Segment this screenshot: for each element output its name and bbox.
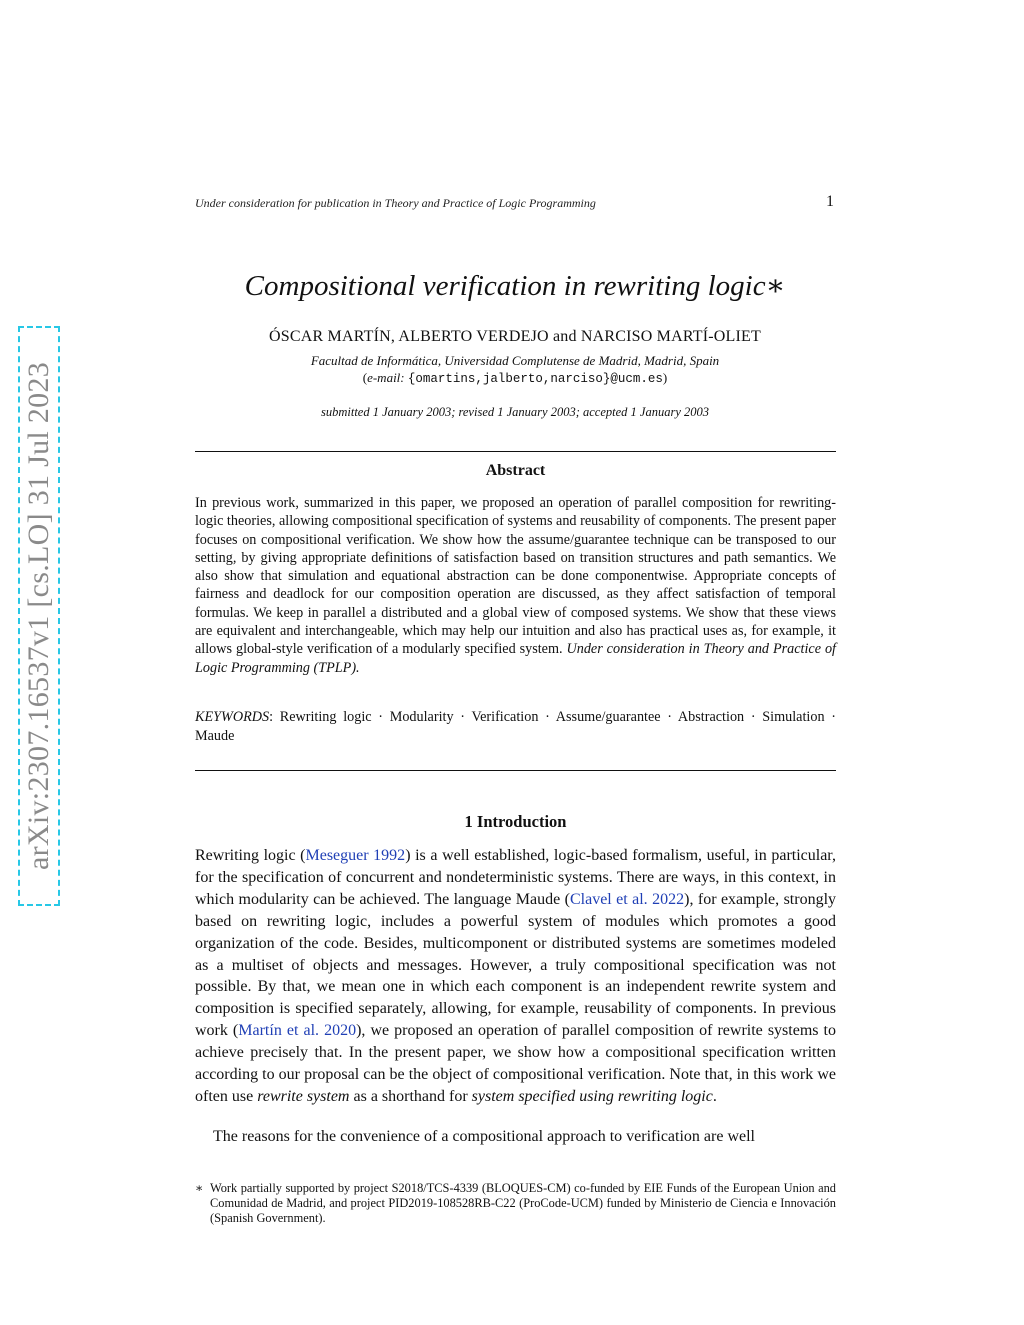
footnote-text: Work partially supported by project S2018/TCS-4339 (BLOQUES-CM) co-funded by EIE Funds of the European Union and Comunidad de Madrid, and project PID2019-108528RB-C22 (ProCode-UCM) funded by Ministerio de Ciencia e Innovación (Spanish Government). bbox=[210, 1181, 836, 1225]
email-close-paren: ) bbox=[662, 370, 668, 385]
abstract-top-rule bbox=[195, 451, 836, 452]
abstract-heading: Abstract bbox=[485, 462, 546, 479]
keywords-label: KEYWORDS bbox=[195, 709, 270, 725]
submission-dates: submitted 1 January 2003; revised 1 January 2003; accepted 1 January 2003 bbox=[321, 405, 709, 419]
intro-emphasis: rewrite system bbox=[257, 1087, 350, 1105]
abstract-body bbox=[195, 494, 836, 677]
intro-text: Rewriting logic ( bbox=[195, 847, 306, 864]
email-open-paren: ( bbox=[362, 370, 368, 385]
running-head: Under consideration for publication in Theory and Practice of Logic Programming bbox=[195, 196, 596, 210]
intro-text: ), for example, strongly based on rewriting logic, includes a powerful system of modules which promotes a good organization of the code. Besides, multicomponent or distributed systems are sometimes modeled as a multiset of objects and messages. However, a truly compositional specification was not possible. By that, we mean one in which each component is an independent rewrite system and composition is specified separately, allowing, for example, reusability of components. In previous work ( bbox=[195, 890, 837, 1040]
abstract-bottom-rule bbox=[195, 770, 836, 771]
email-address: {omartins,jalberto,narciso}@ucm.es bbox=[407, 372, 663, 386]
title-text: Compositional verification in rewriting logic bbox=[244, 270, 766, 302]
intro-text: ) is a well established, logic-based formalism, useful, in particular, for the specification of concurrent and nondeterministic systems. There are ways, in this context, in which modularity can be achieved. The language Maude ( bbox=[195, 847, 836, 908]
intro-paragraph-2: The reasons for the convenience of a compositional approach to verification are well bbox=[213, 1128, 755, 1145]
intro-text: . bbox=[712, 1087, 717, 1105]
intro-text: as a shorthand for bbox=[349, 1087, 472, 1105]
email-label: e-mail: bbox=[367, 370, 405, 385]
intro-paragraph-1 bbox=[195, 845, 836, 1108]
citation-link-meseguer-1992[interactable]: Meseguer 1992 bbox=[305, 847, 406, 864]
intro-emphasis: system specified using rewriting logic bbox=[471, 1087, 713, 1105]
footnote-mark: ∗ bbox=[195, 1181, 204, 1195]
abstract-consideration-note: Under consideration in Theory and Practice of Logic Programming (TPLP). bbox=[195, 641, 836, 676]
title-footnote-mark: ∗ bbox=[765, 270, 786, 302]
footnote bbox=[195, 1181, 836, 1226]
authors: ÓSCAR MARTÍN, ALBERTO VERDEJO and NARCISO MARTÍ-OLIET bbox=[268, 328, 762, 345]
email-line bbox=[0, 370, 1024, 386]
affiliation: Facultad de Informática, Universidad Complutense de Madrid, Madrid, Spain bbox=[310, 353, 720, 368]
citation-link-martin-2020[interactable]: Martín et al. 2020 bbox=[238, 1022, 357, 1040]
page-number: 1 bbox=[826, 193, 834, 210]
section-heading-introduction: 1 Introduction bbox=[464, 812, 567, 831]
paper-title bbox=[0, 268, 1024, 303]
keywords-list: Rewriting logic · Modularity · Verification · Assume/guarantee · Abstraction · Simulation · Maude bbox=[195, 709, 836, 744]
intro-text: ), we proposed an operation of parallel composition of rewrite systems to achieve precisely that. In the present paper, we show how a compositional specification written according to our proposal can be the object of compositional verification. Note that, in this work we often use bbox=[195, 1022, 836, 1105]
arxiv-identifier: arXiv:2307.16537v1 [cs.LO] 31 Jul 2023 bbox=[22, 361, 55, 871]
keywords: KEYWORDS: Rewriting logic · Modularity · Verification · Assume/guarantee · Abstraction · Simulation · Maude bbox=[195, 709, 836, 744]
citation-link-clavel-2022[interactable]: Clavel et al. 2022 bbox=[569, 890, 685, 908]
abstract-text: In previous work, summarized in this paper, we proposed an operation of parallel composition for rewriting-logic theories, allowing compositional specification of systems and reusability of components. The present paper focuses on compositional verification. We show how the assume/guarantee technique can be transposed to our setting, by giving appropriate definitions of satisfaction based on transition structures and path semantics. We also show that simulation and equational abstraction can be done componentwise. Appropriate concepts of fairness and deadlock for our composition operation are discussed, as they affect satisfaction of temporal formulas. We keep in parallel a distributed and a global view of composed systems. We show that these views are equivalent and interchangeable, which may help our intuition and also has practical uses as, for example, it allows global-style verification of a modularly specified system. bbox=[195, 495, 836, 658]
